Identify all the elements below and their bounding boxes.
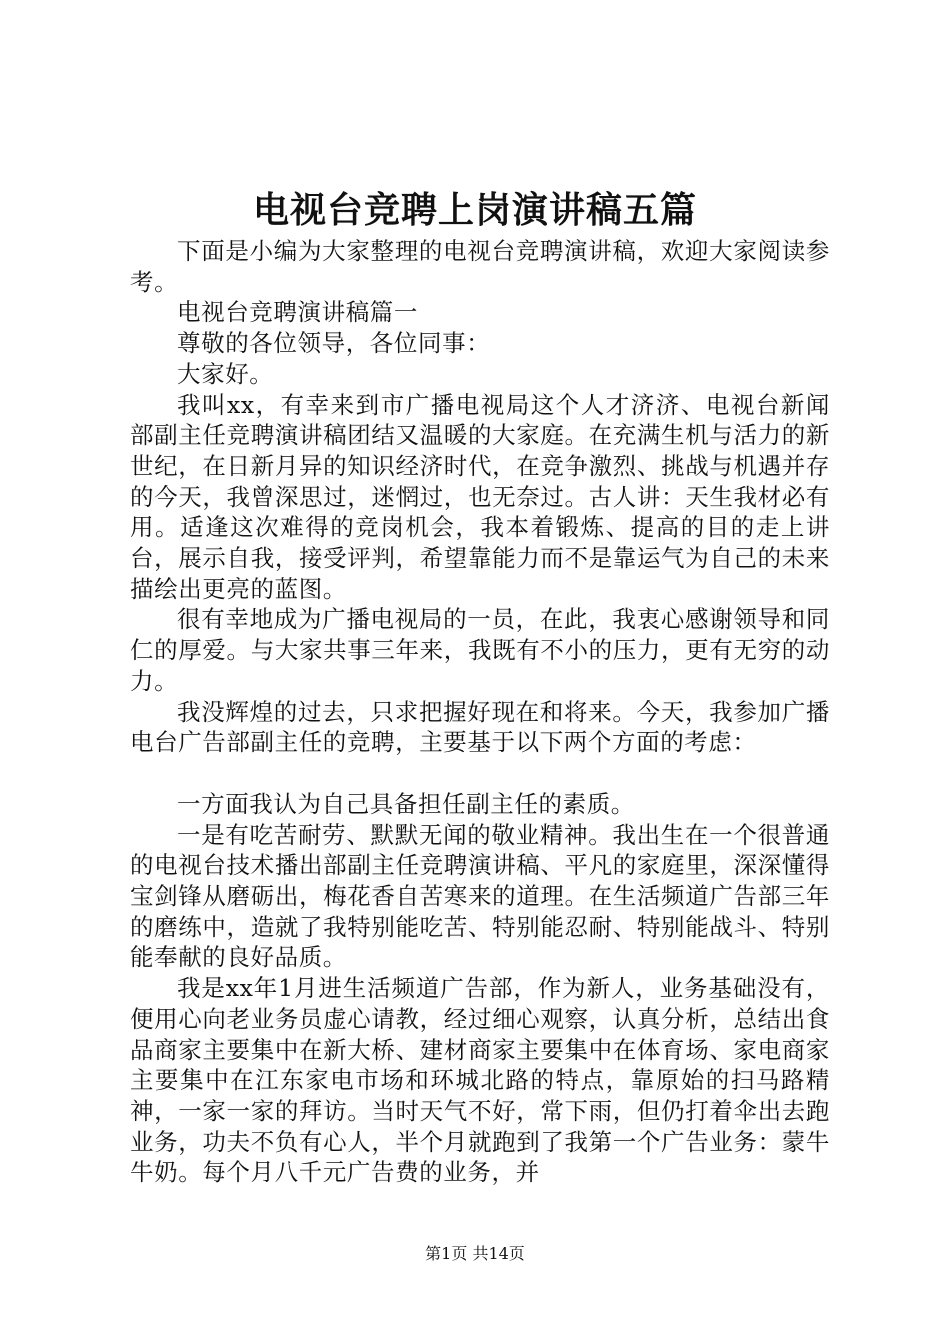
page-footer: 第1页 共14页 (425, 1244, 525, 1263)
body-paragraph: 一是有吃苦耐劳、默默无闻的敬业精神。我出生在一个很普通的电视台技术播出部副主任竞聘演讲稿、平凡的家庭里，深深懂得宝剑锋从磨砺出，梅花香自苦寒来的道理。在生活频道广告部三年的磨练中，造就了我特别能吃苦、特别能忍耐、特别能战斗、特别能奉献的良好品质。 (130, 820, 830, 972)
greeting: 大家好。 (177, 359, 274, 388)
body-paragraph: 一方面我认为自己具备担任副主任的素质。 (177, 789, 635, 818)
body-paragraph: 我叫xx，有幸来到市广播电视局这个人才济济、电视台新闻部副主任竞聘演讲稿团结又温暖的大家庭。在充满生机与活力的新世纪，在日新月异的知识经济时代，在竞争激烈、挑战与机遇并存的今天，我曾深思过，迷惘过，也无奈过。古人讲：天生我材必有用。适逢这次难得的竞岗机会，我本着锻炼、提高的目的走上讲台，展示自我，接受评判，希望靠能力而不是靠运气为自己的未来描绘出更亮的蓝图。 (130, 390, 830, 603)
body-paragraph: 很有幸地成为广播电视局的一员，在此，我衷心感谢领导和同仁的厚爱。与大家共事三年来，我既有不小的压力，更有无穷的动力。 (130, 605, 830, 695)
body-paragraph: 我是xx年1月进生活频道广告部，作为新人，业务基础没有，便用心向老业务员虚心请教，经过细心观察，认真分析，总结出食品商家主要集中在新大桥、建材商家主要集中在体育场、家电商家主要集中在江东家电市场和环城北路的特点，靠原始的扫马路精神，一家一家的拜访。当时天气不好，常下雨，但仍打着伞出去跑业务，功夫不负有心人，半个月就跑到了我第一个广告业务：蒙牛牛奶。每个月八千元广告费的业务，并 (130, 974, 830, 1187)
paragraph-gap (130, 758, 830, 789)
salutation: 尊敬的各位领导，各位同事： (177, 329, 491, 358)
body-paragraph: 我没辉煌的过去，只求把握好现在和将来。今天，我参加广播电台广告部副主任的竞聘，主要基于以下两个方面的考虑： (130, 697, 830, 757)
intro-paragraph: 下面是小编为大家整理的电视台竞聘演讲稿，欢迎大家阅读参考。 (130, 237, 830, 296)
document-title: 电视台竞聘上岗演讲稿五篇 (252, 189, 697, 231)
document-body (130, 236, 830, 1188)
section-heading: 电视台竞聘演讲稿篇一 (177, 298, 418, 327)
